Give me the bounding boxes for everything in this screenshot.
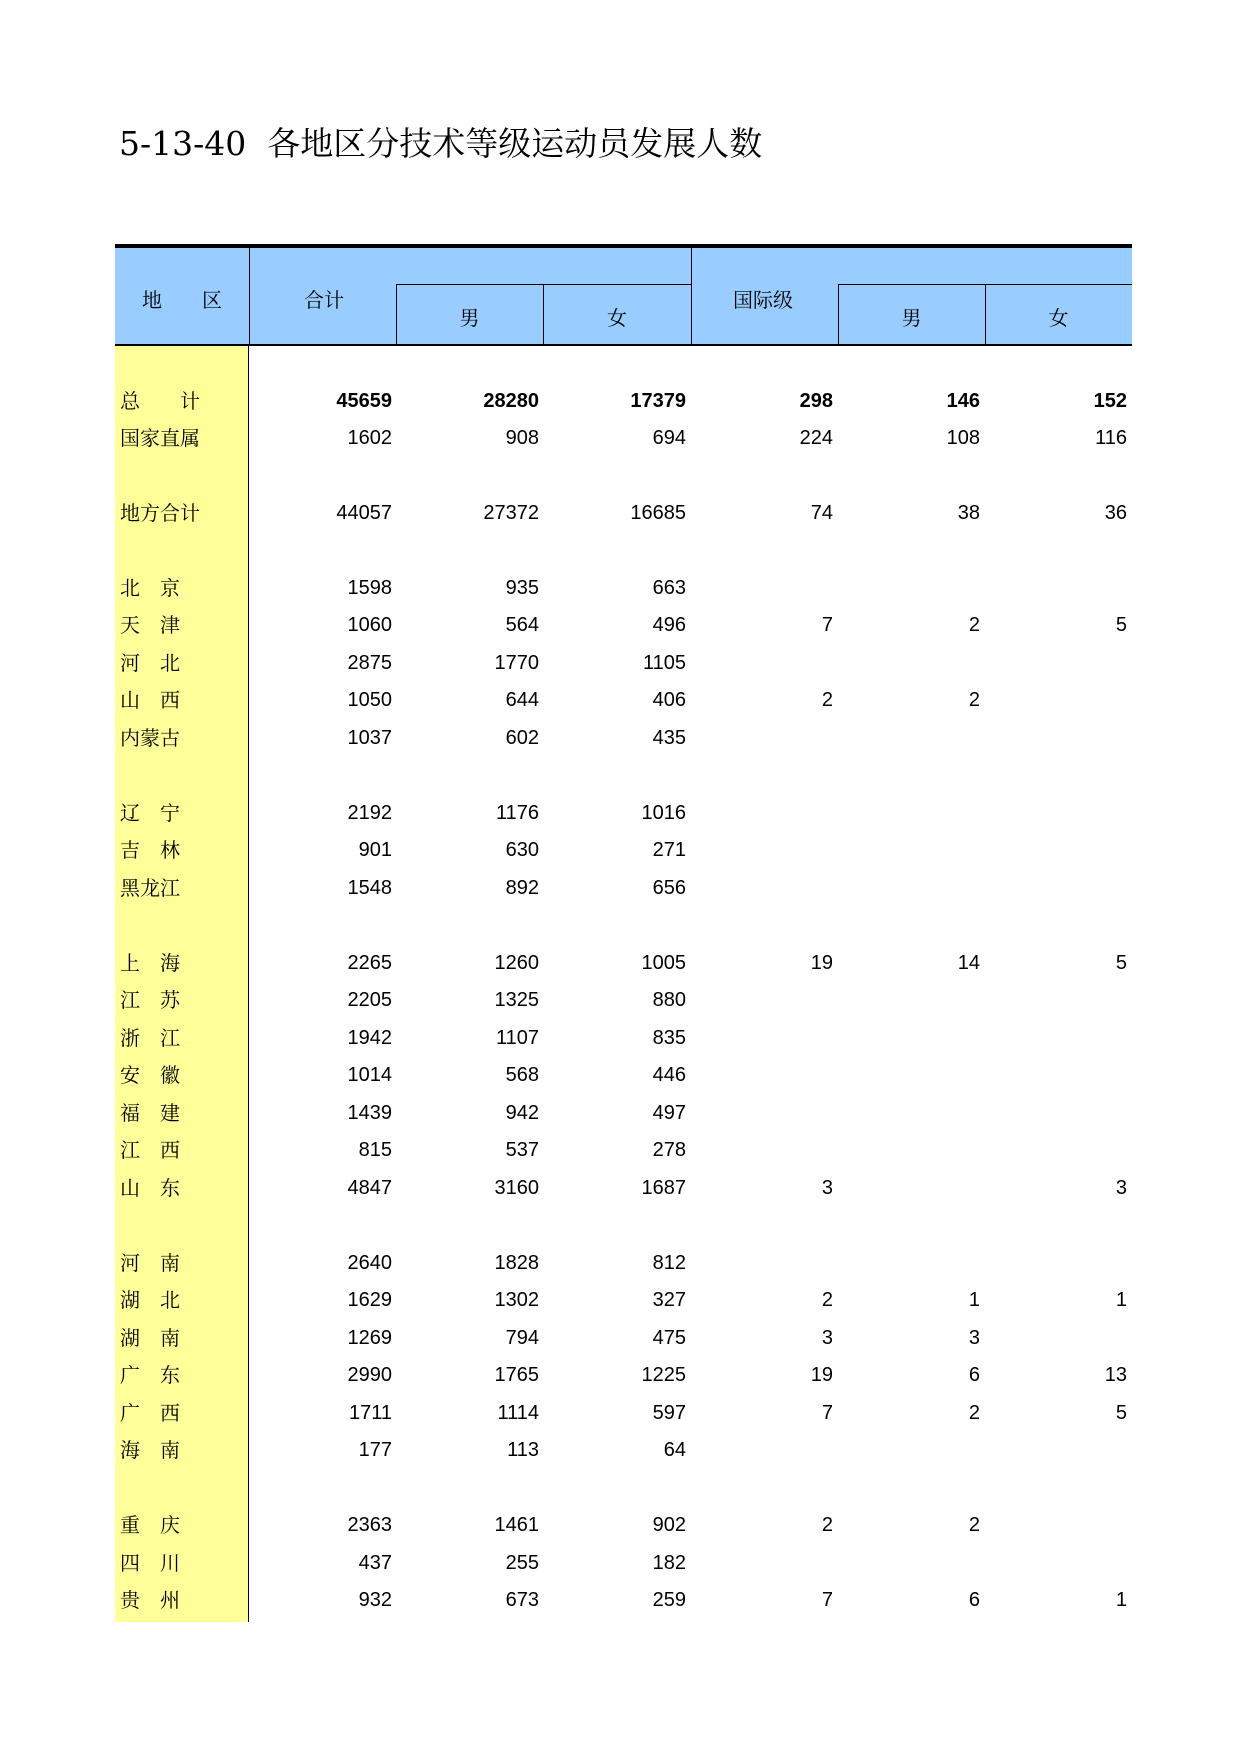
- cell-total-female: 902: [652, 1514, 686, 1536]
- cell-total-female: 1016: [641, 802, 686, 824]
- region-name: 广 西: [120, 1401, 180, 1425]
- table-row: [0, 945, 1240, 982]
- cell-intl: [703, 870, 833, 907]
- table-row: [0, 832, 1240, 869]
- cell-total-male: 255: [505, 1552, 539, 1574]
- table-row: [0, 1245, 1240, 1282]
- cell-intl-female: [997, 832, 1127, 869]
- table-row: [0, 1432, 1240, 1469]
- cell-total-female: 1225: [641, 1364, 686, 1386]
- cell-total-female: 597: [652, 1402, 686, 1424]
- region-name: 河 南: [120, 1251, 180, 1275]
- cell-total: 2640: [347, 1252, 392, 1274]
- cell-intl-male: [850, 1057, 980, 1094]
- region-name: 浙 江: [120, 1026, 180, 1050]
- cell-intl-female: [997, 1432, 1127, 1469]
- region-name: 安 徽: [120, 1063, 180, 1087]
- cell-total-female: 446: [652, 1064, 686, 1086]
- cell-intl: [703, 1020, 833, 1057]
- cell-total: 1629: [347, 1289, 392, 1311]
- cell-total-female: 271: [652, 839, 686, 861]
- cell-intl-male: [850, 832, 980, 869]
- cell-intl: [703, 1245, 833, 1282]
- cell-total: 932: [358, 1589, 392, 1611]
- cell-intl-female: 5: [1115, 614, 1127, 636]
- header-total-male: 男: [459, 306, 480, 330]
- region-name: 山 东: [120, 1176, 180, 1200]
- cell-total-male: 644: [505, 689, 539, 711]
- cell-intl-male: 14: [957, 952, 980, 974]
- cell-total-male: 3160: [494, 1177, 539, 1199]
- cell-total: 44057: [336, 502, 392, 524]
- cell-intl: [703, 1095, 833, 1132]
- cell-total-female: 475: [652, 1327, 686, 1349]
- cell-intl: 224: [799, 427, 833, 449]
- cell-intl-male: [850, 795, 980, 832]
- region-name: 福 建: [120, 1101, 180, 1125]
- cell-total-female: 835: [652, 1027, 686, 1049]
- cell-total-male: 1302: [494, 1289, 539, 1311]
- cell-total-female: 497: [652, 1102, 686, 1124]
- header-intl-female: 女: [1048, 306, 1069, 330]
- cell-intl-male: 1: [968, 1289, 980, 1311]
- cell-total-male: 673: [505, 1589, 539, 1611]
- cell-intl-female: [997, 1057, 1127, 1094]
- region-name: 江 苏: [120, 988, 180, 1012]
- cell-total: 1439: [347, 1102, 392, 1124]
- cell-total-female: 880: [652, 989, 686, 1011]
- cell-intl: [703, 982, 833, 1019]
- cell-intl-male: [850, 570, 980, 607]
- cell-intl-female: [997, 1020, 1127, 1057]
- cell-intl-female: [997, 1132, 1127, 1169]
- cell-total-male: 1325: [494, 989, 539, 1011]
- cell-total: 177: [358, 1439, 392, 1461]
- table-row: [0, 1357, 1240, 1394]
- region-name: 辽 宁: [120, 801, 180, 825]
- cell-intl: [703, 795, 833, 832]
- cell-intl-female: [997, 682, 1127, 719]
- cell-intl-male: [850, 1020, 980, 1057]
- cell-intl-female: 36: [1104, 502, 1127, 524]
- header-total: 合计: [304, 288, 344, 312]
- cell-total: 2875: [347, 652, 392, 674]
- cell-total-female: 1005: [641, 952, 686, 974]
- region-name: 四 川: [120, 1551, 180, 1575]
- cell-total-male: 602: [505, 727, 539, 749]
- cell-intl-male: [850, 1545, 980, 1582]
- cell-total-male: 1461: [494, 1514, 539, 1536]
- table-row: [0, 870, 1240, 907]
- cell-total-female: 406: [652, 689, 686, 711]
- cell-total-male: 1828: [494, 1252, 539, 1274]
- cell-intl-male: [850, 645, 980, 682]
- cell-total-male: 1107: [495, 1027, 539, 1049]
- cell-intl-female: [997, 1320, 1127, 1357]
- cell-intl-male: 2: [968, 1514, 980, 1536]
- region-name: 吉 林: [120, 838, 180, 862]
- cell-intl: [703, 832, 833, 869]
- table-row: [0, 1507, 1240, 1544]
- cell-total-male: 942: [505, 1102, 539, 1124]
- cell-intl-male: 6: [968, 1589, 980, 1611]
- table-row: [0, 607, 1240, 644]
- table-row: [0, 1170, 1240, 1207]
- cell-intl: 3: [821, 1327, 833, 1349]
- cell-intl-female: [997, 645, 1127, 682]
- cell-intl-male: 2: [968, 689, 980, 711]
- cell-intl-male: 2: [968, 614, 980, 636]
- cell-intl-male: 3: [968, 1327, 980, 1349]
- cell-intl-female: [997, 1507, 1127, 1544]
- cell-total-female: 656: [652, 877, 686, 899]
- cell-intl: [703, 1545, 833, 1582]
- header-total-female: 女: [607, 306, 627, 330]
- cell-intl-male: 2: [968, 1402, 980, 1424]
- table-row: [0, 1057, 1240, 1094]
- header-intl-male: 男: [901, 306, 922, 330]
- cell-total-female: 1687: [641, 1177, 686, 1199]
- cell-total: 1037: [347, 727, 392, 749]
- cell-intl: 2: [821, 1289, 833, 1311]
- cell-intl-female: [997, 1095, 1127, 1132]
- cell-total: 1269: [347, 1327, 392, 1349]
- cell-total-male: 1260: [494, 952, 539, 974]
- region-name: 上 海: [120, 951, 180, 975]
- cell-total: 1942: [347, 1027, 392, 1049]
- cell-intl: 19: [810, 1364, 833, 1386]
- cell-total: 2363: [347, 1514, 392, 1536]
- region-name: 黑龙江: [120, 876, 180, 900]
- table-row: [0, 495, 1240, 532]
- cell-total-male: 935: [505, 577, 539, 599]
- cell-intl-male: [850, 1245, 980, 1282]
- cell-intl-female: [997, 1245, 1127, 1282]
- region-name: 内蒙古: [120, 726, 180, 750]
- cell-total-male: 1114: [497, 1402, 539, 1424]
- cell-total-male: 892: [505, 877, 539, 899]
- cell-intl: [703, 645, 833, 682]
- header-subline: [838, 284, 1132, 285]
- region-name: 广 东: [120, 1363, 180, 1387]
- region-name: 天 津: [120, 613, 180, 637]
- cell-intl-female: 5: [1115, 952, 1127, 974]
- table-row: [0, 420, 1240, 457]
- table-row: [0, 383, 1240, 420]
- table-row: [0, 1545, 1240, 1582]
- cell-total-male: 564: [505, 614, 539, 636]
- cell-total: 2192: [347, 802, 392, 824]
- cell-intl: 2: [821, 1514, 833, 1536]
- cell-intl: 74: [810, 502, 833, 524]
- table-row: [0, 1320, 1240, 1357]
- cell-intl-male: 108: [946, 427, 980, 449]
- table-row: [0, 645, 1240, 682]
- region-name: 重 庆: [120, 1513, 180, 1537]
- cell-total-female: 496: [652, 614, 686, 636]
- cell-intl-female: [997, 982, 1127, 1019]
- cell-intl-female: 1: [1115, 1589, 1127, 1611]
- cell-intl-male: [850, 982, 980, 1019]
- cell-total-female: 327: [652, 1289, 686, 1311]
- cell-total: 1014: [347, 1064, 392, 1086]
- cell-intl: 3: [821, 1177, 833, 1199]
- region-name: 江 西: [120, 1138, 180, 1162]
- table-row: [0, 1582, 1240, 1619]
- cell-total-female: 17379: [630, 390, 686, 412]
- header-region: 地 区: [142, 288, 222, 312]
- header-divider: [249, 248, 250, 344]
- header-divider: [691, 248, 692, 344]
- region-name: 湖 北: [120, 1288, 180, 1312]
- cell-intl-female: 3: [1115, 1177, 1127, 1199]
- cell-total: 2205: [347, 989, 392, 1011]
- cell-total: 4847: [347, 1177, 392, 1199]
- table-row: [0, 570, 1240, 607]
- table-row: [0, 1282, 1240, 1319]
- table-row: [0, 1132, 1240, 1169]
- cell-intl-male: [850, 1095, 980, 1132]
- cell-intl: [703, 720, 833, 757]
- cell-total-male: 1770: [494, 652, 539, 674]
- cell-total-male: 1765: [494, 1364, 539, 1386]
- cell-intl: 2: [821, 689, 833, 711]
- cell-total-female: 694: [652, 427, 686, 449]
- region-name: 海 南: [120, 1438, 180, 1462]
- region-name: 贵 州: [120, 1588, 180, 1612]
- cell-total: 815: [358, 1139, 392, 1161]
- cell-total: 1548: [347, 877, 392, 899]
- cell-total-female: 435: [652, 727, 686, 749]
- table-row: [0, 982, 1240, 1019]
- region-name: 山 西: [120, 688, 180, 712]
- cell-total-male: 630: [505, 839, 539, 861]
- cell-total-female: 278: [652, 1139, 686, 1161]
- cell-intl-female: [997, 720, 1127, 757]
- cell-total-male: 568: [505, 1064, 539, 1086]
- cell-total-female: 64: [663, 1439, 686, 1461]
- cell-intl: [703, 1432, 833, 1469]
- page-title: 5-13-40 各地区分技术等级运动员发展人数: [119, 124, 763, 163]
- cell-total-female: 663: [652, 577, 686, 599]
- cell-intl-male: [850, 1132, 980, 1169]
- cell-intl-male: [850, 1170, 980, 1207]
- cell-total: 1060: [347, 614, 392, 636]
- region-name: 湖 南: [120, 1326, 180, 1350]
- cell-total: 2990: [347, 1364, 392, 1386]
- cell-total: 45659: [336, 390, 392, 412]
- cell-total-male: 28280: [483, 390, 539, 412]
- table-row: [0, 1095, 1240, 1132]
- table-row: [0, 720, 1240, 757]
- cell-total-female: 259: [652, 1589, 686, 1611]
- cell-intl: [703, 1132, 833, 1169]
- cell-intl-female: [997, 870, 1127, 907]
- region-name: 北 京: [120, 576, 180, 600]
- cell-intl: 19: [810, 952, 833, 974]
- cell-total-female: 812: [652, 1252, 686, 1274]
- region-name: 国家直属: [120, 426, 200, 450]
- cell-total: 901: [358, 839, 392, 861]
- cell-intl-male: [850, 870, 980, 907]
- table-row: [0, 1020, 1240, 1057]
- cell-intl-female: 13: [1104, 1364, 1127, 1386]
- cell-total-male: 794: [505, 1327, 539, 1349]
- table-header: [115, 248, 1132, 346]
- header-intl: 国际级: [733, 288, 793, 312]
- cell-intl-female: 1: [1115, 1289, 1127, 1311]
- cell-intl-female: [997, 570, 1127, 607]
- cell-total: 1050: [347, 689, 392, 711]
- cell-intl: 7: [821, 614, 833, 636]
- cell-intl: 7: [821, 1402, 833, 1424]
- cell-intl: 298: [799, 390, 833, 412]
- table-row: [0, 682, 1240, 719]
- cell-total: 1602: [347, 427, 392, 449]
- cell-intl-male: 6: [968, 1364, 980, 1386]
- cell-total-male: 1176: [495, 802, 539, 824]
- cell-total-female: 1105: [642, 652, 686, 674]
- cell-total: 1598: [347, 577, 392, 599]
- cell-intl-female: [997, 795, 1127, 832]
- table-row: [0, 1395, 1240, 1432]
- cell-total: 2265: [347, 952, 392, 974]
- cell-total-male: 537: [505, 1139, 539, 1161]
- cell-intl-male: [850, 720, 980, 757]
- cell-intl-male: [850, 1432, 980, 1469]
- cell-intl-female: 152: [1093, 390, 1127, 412]
- cell-intl-male: 146: [946, 390, 980, 412]
- cell-total-male: 27372: [483, 502, 539, 524]
- cell-intl: [703, 570, 833, 607]
- cell-total-male: 113: [507, 1439, 539, 1461]
- cell-intl: [703, 1057, 833, 1094]
- table-row: [0, 795, 1240, 832]
- cell-intl: 7: [821, 1589, 833, 1611]
- cell-total-female: 16685: [630, 502, 686, 524]
- cell-total-male: 908: [505, 427, 539, 449]
- region-name: 河 北: [120, 651, 180, 675]
- cell-total: 1711: [348, 1402, 392, 1424]
- cell-intl-female: 116: [1095, 427, 1127, 449]
- cell-intl-female: [997, 1545, 1127, 1582]
- cell-total: 437: [358, 1552, 392, 1574]
- region-name: 地方合计: [120, 501, 200, 525]
- region-name: 总 计: [120, 389, 200, 413]
- cell-total-female: 182: [652, 1552, 686, 1574]
- cell-intl-male: 38: [957, 502, 980, 524]
- cell-intl-female: 5: [1115, 1402, 1127, 1424]
- header-subline: [396, 284, 691, 285]
